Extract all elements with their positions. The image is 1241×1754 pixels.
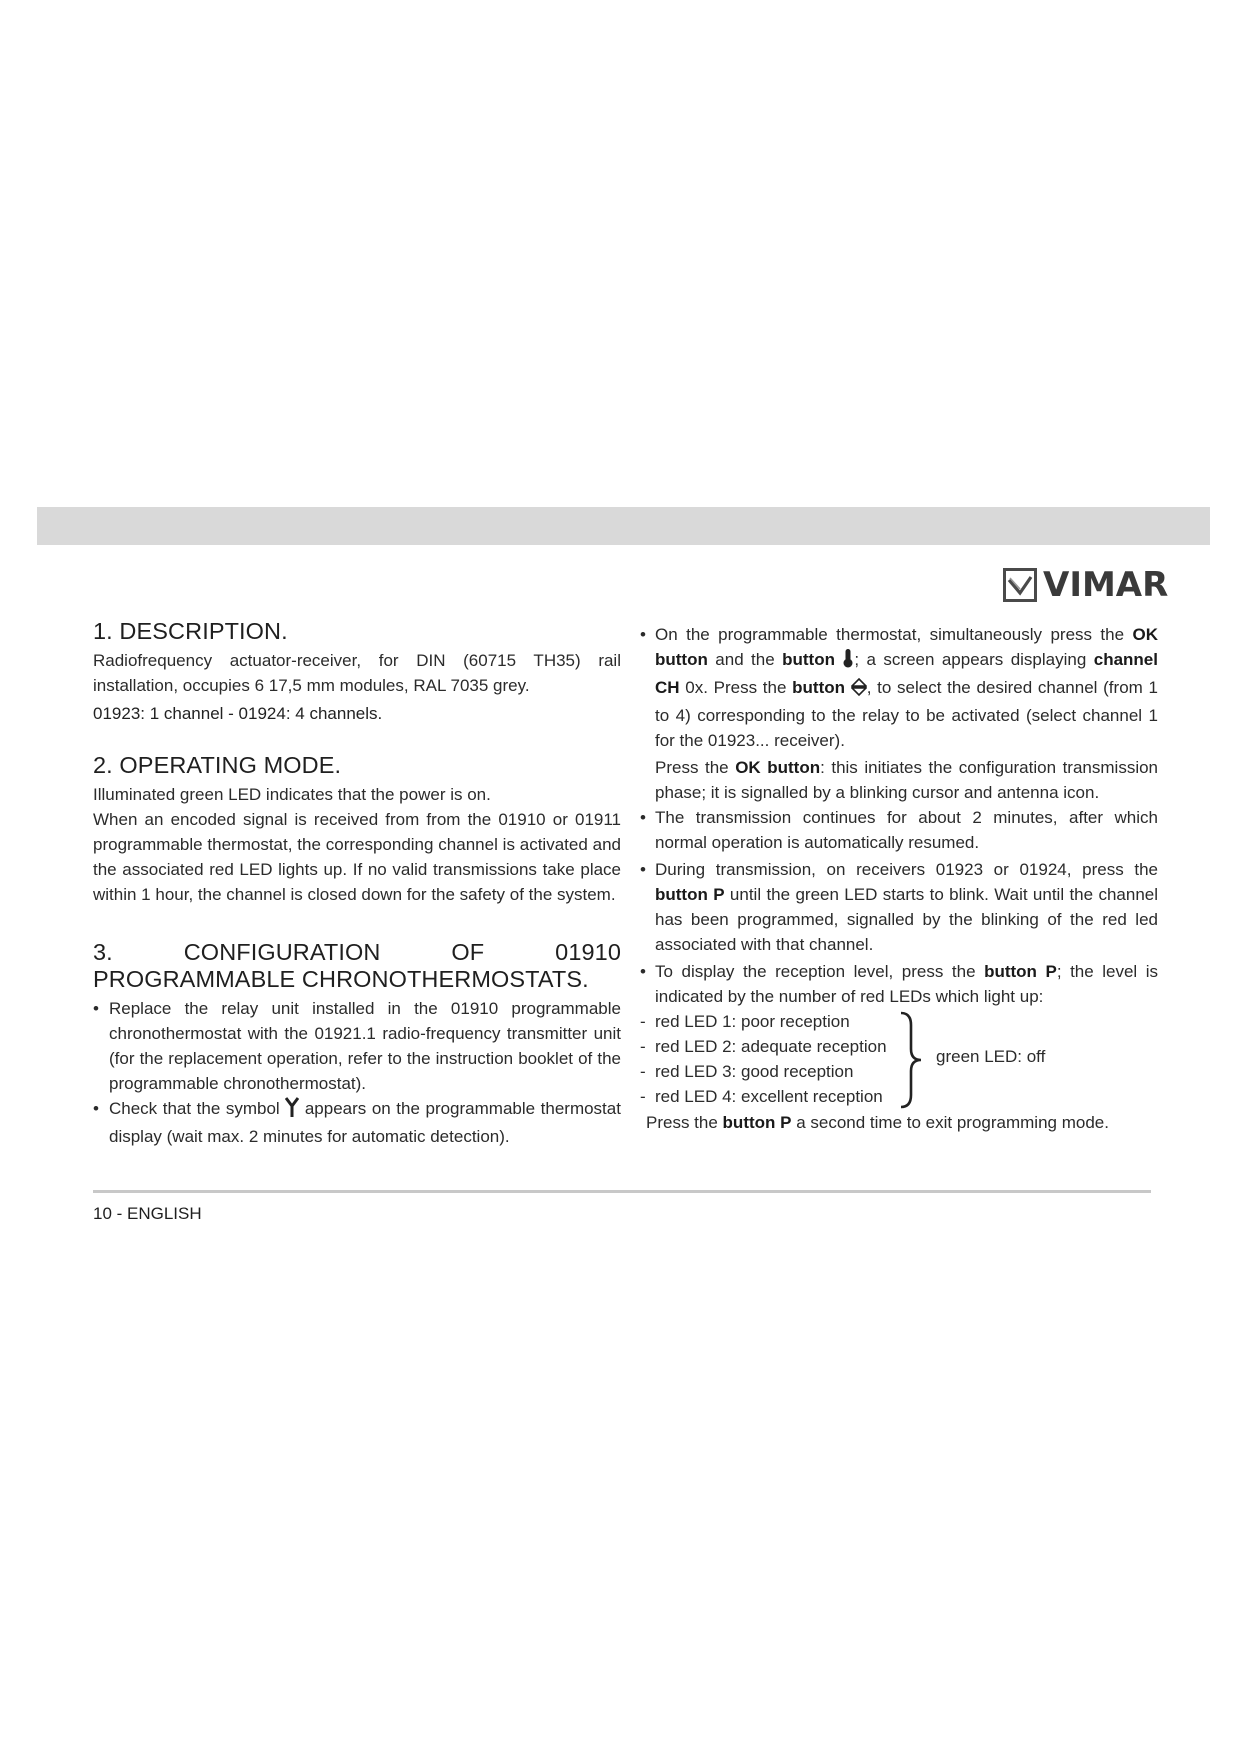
vimar-check-box-icon	[1003, 568, 1037, 602]
section-1-title: 1. DESCRIPTION.	[93, 618, 288, 644]
section-3-title: 3. CONFIGURATION OF 01910 PROGRAMMABLE CHRONOTHERMOSTATS.	[93, 939, 621, 992]
thermometer-icon	[842, 648, 854, 675]
up-down-arrow-icon	[851, 678, 867, 703]
section-3-bullet-1: • Replace the relay unit installed in the 01910 programmable chronothermostat with the 01921.1 radio-frequency transmitter unit (for the replacement operation, refer to the instruction booklet of the programmable chronothermostat).	[93, 996, 621, 1096]
right-bullet-1: • On the programmable thermostat, simultaneously press the OK button and the button ; a screen appears displaying channel CH 0x. Press the button , to select the desired channel (from 1 to 4) corresponding to the relay to be activated (select channel 1 for the 01923... receiver).	[640, 625, 1158, 750]
reception-level-list	[640, 1009, 1158, 1109]
brand-name: VIMAR	[1043, 565, 1169, 605]
right-bullet-2: • The transmission continues for about 2 minutes, after which normal operation is automatically resumed.	[640, 808, 1158, 852]
section-2-paragraph-1: Illuminated green LED indicates that the power is on.	[93, 785, 491, 804]
section-2-title: 2. OPERATING MODE.	[93, 752, 342, 778]
right-bullet-3: • During transmission, on receivers 01923 or 01924, press the button P until the green LED starts to blink. Wait until the channel has been programmed, signalled by the blinking of the red led associated with that channel.	[640, 860, 1158, 954]
section-1-body: Radiofrequency actuator-receiver, for DIN (60715 TH35) rail installation, occupies 6 17,5 mm modules, RAL 7035 grey.	[93, 651, 621, 695]
exit-instruction: Press the button P a second time to exit programming mode.	[646, 1113, 1109, 1132]
list-item: - red LED 1: poor reception	[640, 1012, 850, 1031]
right-bullet-4: • To display the reception level, press the button P; the level is indicated by the number of red LEDs which light up:	[640, 962, 1159, 1006]
left-column	[93, 618, 621, 1149]
section-1-codes: 01923: 1 channel - 01924: 4 channels.	[93, 704, 383, 723]
footer-divider	[93, 1190, 1151, 1193]
antenna-icon	[285, 1097, 299, 1124]
right-column	[640, 622, 1158, 1135]
list-item: - red LED 2: adequate reception	[640, 1037, 887, 1056]
list-item: - red LED 4: excellent reception	[640, 1087, 883, 1106]
page-footer: 10 - ENGLISH	[93, 1204, 202, 1223]
section-3-bullet-2: • Check that the symbol appears on the programmable thermostat display (wait max. 2 minutes for automatic detection).	[93, 1096, 621, 1149]
list-item: - red LED 3: good reception	[640, 1062, 854, 1081]
header-band	[37, 507, 1210, 545]
curly-brace-icon	[897, 1011, 927, 1109]
right-paragraph-ok: Press the OK button: this initiates the configuration transmission phase; it is signalled by a blinking cursor and antenna icon.	[655, 758, 1159, 802]
section-2-paragraph-2: When an encoded signal is received from from the 01910 or 01911 programmable thermostat, the corresponding channel is activated and the associated red LED lights up. If no valid transmissions take place within 1 hour, the channel is closed down for the safety of the system.	[93, 810, 621, 904]
green-led-status: green LED: off	[936, 1047, 1046, 1066]
vimar-logo	[1003, 563, 1168, 607]
